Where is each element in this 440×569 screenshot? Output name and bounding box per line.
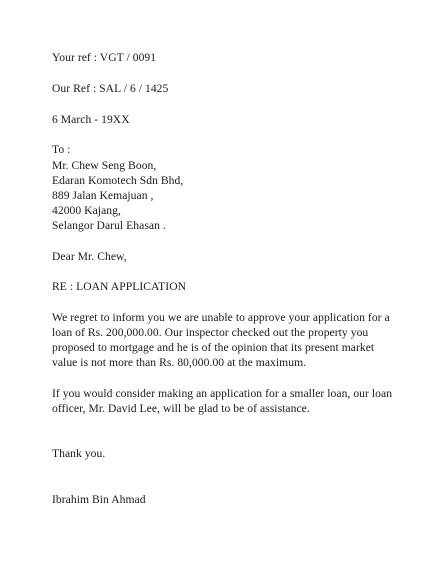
closing-line: Thank you. xyxy=(52,447,106,460)
body-paragraph-1-line: loan of Rs. 200,000.00. Our inspector checked out the property you xyxy=(52,326,369,339)
subject-line: RE : LOAN APPLICATION xyxy=(52,280,187,293)
signatory-name: Ibrahim Bin Ahmad xyxy=(52,493,146,506)
to-label: To : xyxy=(52,143,71,156)
salutation: Dear Mr. Chew, xyxy=(52,250,127,263)
recipient-line: Mr. Chew Seng Boon, xyxy=(52,159,157,172)
recipient-line: 889 Jalan Kemajuan , xyxy=(52,189,154,202)
body-paragraph-2-line: officer, Mr. David Lee, will be glad to be of assistance. xyxy=(52,402,310,415)
body-paragraph-1-line: proposed to mortgage and he is of the opinion that its present market xyxy=(52,341,375,354)
recipient-line: Selangor Darul Ehasan . xyxy=(52,219,166,232)
body-paragraph-1-line: value is not more than Rs. 80,000.00 at the maximum. xyxy=(52,356,307,369)
recipient-line: Edaran Komotech Sdn Bhd, xyxy=(52,174,184,187)
your-reference: Your ref : VGT / 0091 xyxy=(52,51,157,64)
our-reference: Our Ref : SAL / 6 / 1425 xyxy=(52,82,169,95)
body-paragraph-2-line: If you would consider making an application for a smaller loan, our loan xyxy=(52,387,393,400)
letter-date: 6 March - 19XX xyxy=(52,113,130,126)
recipient-line: 42000 Kajang, xyxy=(52,204,121,217)
body-paragraph-1-line: We regret to inform you we are unable to approve your application for a xyxy=(52,311,390,324)
